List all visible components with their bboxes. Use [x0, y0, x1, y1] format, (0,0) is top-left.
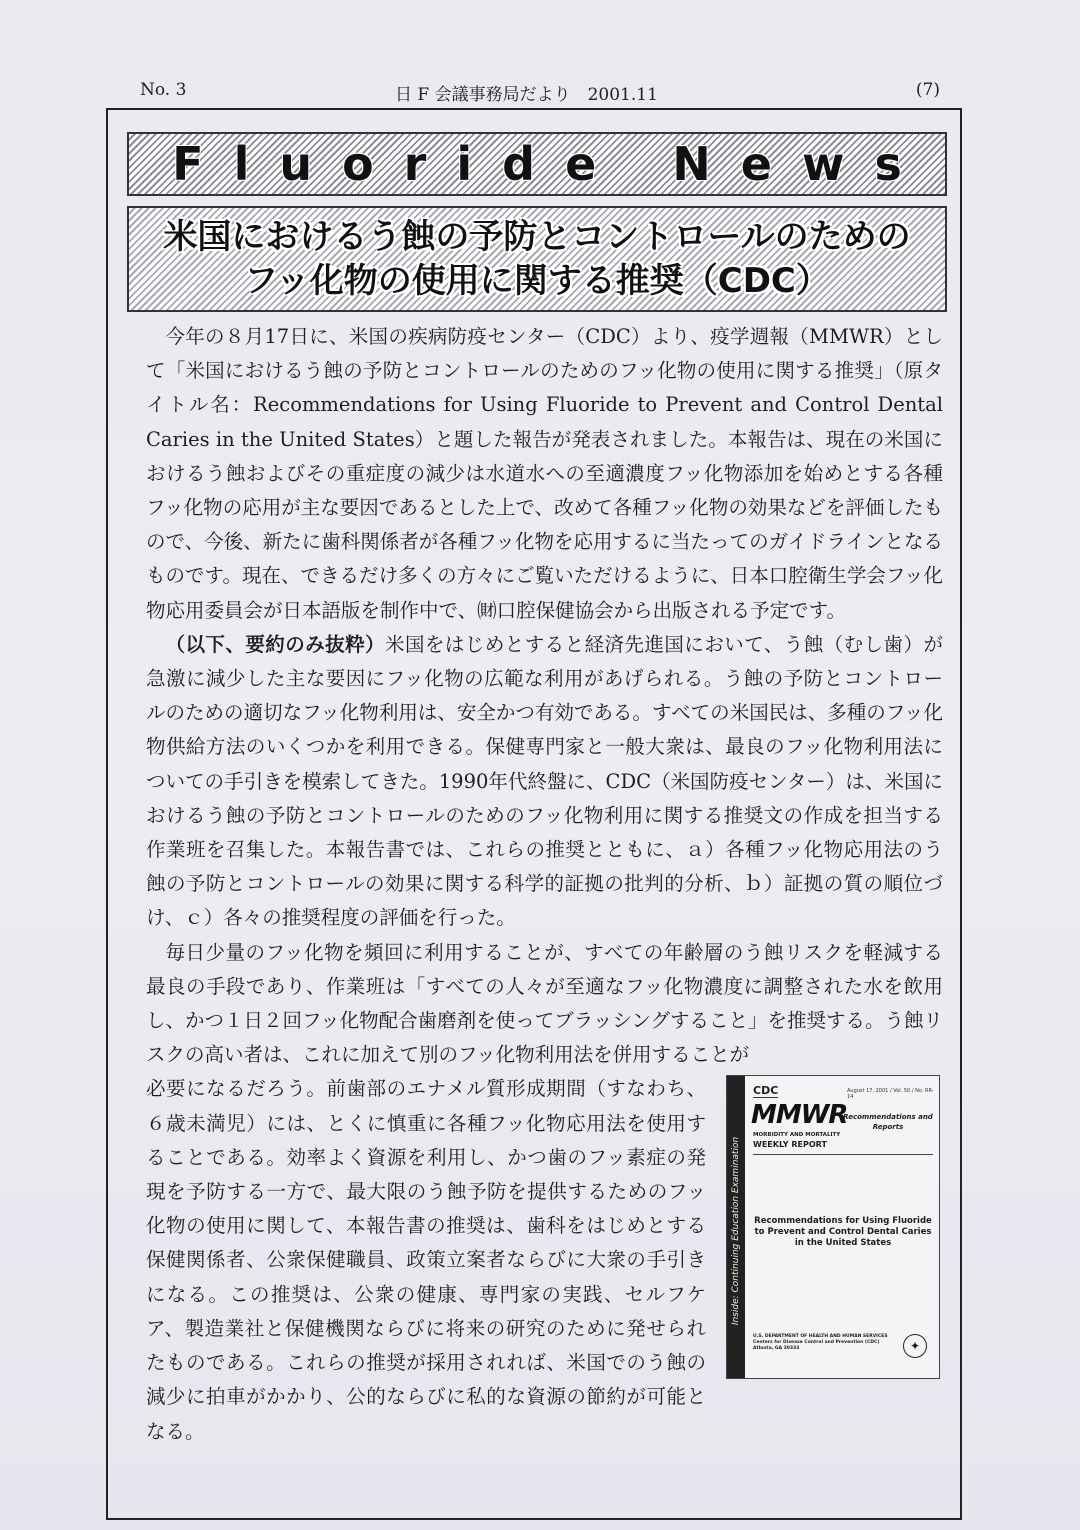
paragraph-recommendation: 毎日少量のフッ化物を頻回に利用することが、すべての年齢層のう蝕リスクを軽減する最良の手段であり、作業班は「すべての人々が至適なフッ化物濃度に調整された水を飲用し、かつ１日２回フッ化物配合歯磨剤を使ってブラッシングすること」を推奨する。う蝕リスクの高い者は、これに加えて別のフッ化物利用法を併用することが: [146, 940, 943, 1067]
cover-title: Recommendations for Using Fluoride to Prevent and Control Dental Caries in the United States: [754, 1216, 932, 1248]
cover-series: Recommendations and Reports: [843, 1113, 933, 1131]
cover-subtitle-2: WEEKLY REPORT: [753, 1140, 827, 1149]
cdc-logo: CDC: [753, 1084, 779, 1097]
cover-rule: [753, 1154, 933, 1155]
cover-department: U.S. DEPARTMENT OF HEALTH AND HUMAN SERVICES Centers for Disease Control and Prevention (CDC) Atlanta, GA 30333: [753, 1334, 888, 1351]
banner-title: Fluoride News: [172, 137, 932, 191]
hhs-seal-icon: ✦: [903, 1334, 927, 1358]
cover-date: August 17, 2001 / Vol. 50 / No. RR-14: [847, 1088, 934, 1100]
news-banner: [127, 132, 947, 196]
page-number: (7): [915, 80, 940, 100]
cover-spine: [727, 1076, 745, 1378]
paragraph-summary: [146, 628, 943, 936]
headline-line-2: フッ化物の使用に関する推奨（CDC）: [244, 261, 830, 301]
spine-text: Inside: Continuing Education Examination: [731, 1136, 741, 1326]
article-headline: [127, 206, 947, 312]
headline-line-1: 米国におけるう蝕の予防とコントロールのための: [163, 217, 911, 257]
cover-subtitle-1: MORBIDITY AND MORTALITY: [753, 1132, 841, 1138]
page-header: [140, 80, 940, 106]
paragraph-recommendation-cont: 必要になるだろう。前歯部のエナメル質形成期間（すなわち、６歳未満児）には、とくに慎重に各種フッ化物応用法を使用することである。効率よく資源を利用し、かつ歯のフッ素症の発現を予防する一方で、最大限のう蝕予防を提供するためのフッ化物の使用に関して、本報告書の推奨は、歯科をはじめとする保健関係者、公衆保健職員、政策立案者ならびに大衆の手引きになる。この推奨は、公衆の健康、専門家の実践、セルフケア、製造業社と保健機関ならびに将来の研究のために発せられたものである。これらの推奨が採用されれば、米国でのう蝕の減少に拍車がかかり、公的ならびに私的な資源の節約が可能となる。: [146, 1077, 706, 1443]
issue-number: No. 3: [140, 80, 187, 100]
summary-text: 米国をはじめとすると経済先進国において、う蝕（むし歯）が急激に減少した主な要因にフッ化物の広範な利用があげられる。う蝕の予防とコントロールのための適切なフッ化物利用は、安全かつ有効である。すべての米国民は、多種のフッ化物供給方法のいくつかを利用できる。保健専門家と一般大衆は、最良のフッ化物利用法についての手引きを模索してきた。1990年代終盤に、CDC（米国防疫センター）は、米国におけるう蝕の予防とコントロールのためのフッ化物利用に関する推奨文の作成を担当する作業班を召集した。本報告書では、これらの推奨とともに、ａ）各種フッ化物応用法のう蝕の予防とコントロールの効果に関する科学的証拠の批判的分析、ｂ）証拠の質の順位づけ、ｃ）各々の推奨程度の評価を行った。: [146, 632, 943, 930]
mmwr-cover-image: [726, 1075, 940, 1379]
summary-lead: （以下、要約のみ抜粋）: [165, 632, 386, 656]
newsletter-title: 日 F 会議事務局だより 2001.11: [395, 85, 658, 105]
mmwr-logo: MMWR: [751, 1100, 848, 1130]
paragraph-intro: 今年の８月17日に、米国の疾病防疫センター（CDC）より、疫学週報（MMWR）として「米国におけるう蝕の予防とコントロールのためのフッ化物の使用に関する推奨」（原タイトル名：Recommendations for Using Fluoride to Prevent and Control Dental Caries in the United States）と題した報告が発表されました。本報告は、現在の米国におけるう蝕およびその重症度の減少は水道水への至適濃度フッ化物添加を始めとする各種フッ化物の応用が主な要因であるとした上で、改めて各種フッ化物の効果などを評価したもので、今後、新たに歯科関係者が各種フッ化物を応用するに当たってのガイドラインとなるものです。現在、できるだけ多くの方々にご覧いただけるように、日本口腔衛生学会フッ化物応用委員会が日本語版を制作中で、㈶口腔保健協会から出版される予定です。: [146, 325, 943, 622]
